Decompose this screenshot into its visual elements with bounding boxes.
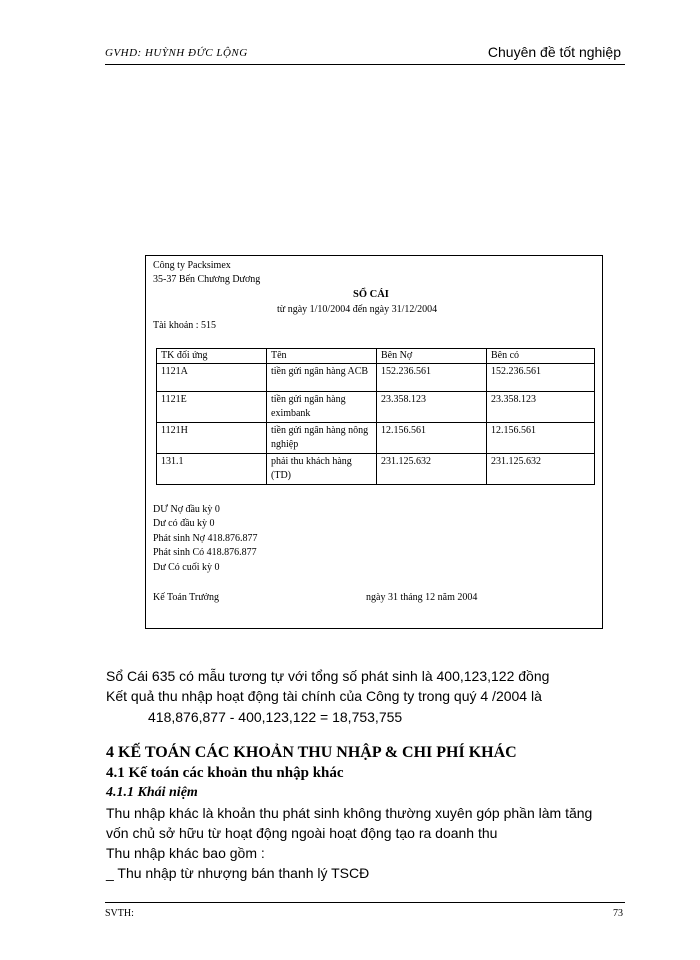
cell-credit: 152.236.561 xyxy=(487,364,595,392)
closing-credit-balance: Dư Có cuối kỳ 0 xyxy=(153,562,220,573)
company-address: 35-37 Bến Chương Dương xyxy=(153,274,261,285)
col-header-name: Tên xyxy=(267,349,377,364)
cell-debit: 152.236.561 xyxy=(377,364,487,392)
ledger-period: từ ngày 1/10/2004 đến ngày 31/12/2004 xyxy=(277,304,438,315)
company-name: Công ty Packsimex xyxy=(153,260,231,271)
body-text: Thu nhập khác bao gồm : xyxy=(106,845,265,861)
table-row xyxy=(157,454,595,485)
col-header-credit: Bên có xyxy=(487,349,595,364)
opening-debit-balance: DƯ Nợ đầu kỳ 0 xyxy=(153,504,220,515)
total-debit: Phát sinh Nợ 418.876.877 xyxy=(153,533,258,544)
account-number: Tài khoản : 515 xyxy=(153,320,217,331)
body-text: Kết quả thu nhập hoạt động tài chính của Công ty trong quý 4 /2004 là xyxy=(106,688,542,704)
cell-credit: 12.156.561 xyxy=(487,423,595,454)
subsection-heading: 4.1 Kế toán các khoản thu nhập khác xyxy=(106,765,344,781)
table-row xyxy=(157,364,595,392)
cell-account: 131.1 xyxy=(157,454,267,485)
page-header xyxy=(105,44,625,65)
opening-credit-balance: Dư có đầu kỳ 0 xyxy=(153,518,215,529)
total-credit: Phát sinh Có 418.876.877 xyxy=(153,547,257,558)
cell-name: tiền gửi ngân hàng nông nghiệp xyxy=(267,423,377,454)
body-text: Thu nhập khác là khoản thu phát sinh không thường xuyên góp phần làm tăng xyxy=(106,805,593,821)
section-heading: 4 KẾ TOÁN CÁC KHOẢN THU NHẬP & CHI PHÍ KHÁC xyxy=(106,744,517,761)
student-label: SVTH: xyxy=(105,908,134,919)
ledger-table xyxy=(156,348,595,485)
cell-name: phải thu khách hàng (TD) xyxy=(267,454,377,485)
col-header-account: TK đối ứng xyxy=(157,349,267,364)
cell-account: 1121A xyxy=(157,364,267,392)
cell-credit: 23.358.123 xyxy=(487,392,595,423)
col-header-debit: Bên Nợ xyxy=(377,349,487,364)
page-number: 73 xyxy=(613,908,623,919)
subsubsection-heading: 4.1.1 Khái niệm xyxy=(106,785,198,800)
ledger-date: ngày 31 tháng 12 năm 2004 xyxy=(366,592,478,603)
body-text: _ Thu nhập từ nhượng bán thanh lý TSCĐ xyxy=(106,865,370,881)
body-text: Sổ Cái 635 có mẫu tương tự với tổng số phát sinh là 400,123,122 đồng xyxy=(106,668,550,684)
cell-account: 1121H xyxy=(157,423,267,454)
page-footer xyxy=(105,902,625,919)
table-row xyxy=(157,423,595,454)
ledger-title: SỔ CÁI xyxy=(353,289,389,300)
body-text: vốn chủ sở hữu từ hoạt động ngoài hoạt động tạo ra doanh thu xyxy=(106,825,498,841)
table-row xyxy=(157,392,595,423)
cell-name: tiền gửi ngân hàng ACB xyxy=(267,364,377,392)
table-header-row xyxy=(157,349,595,364)
cell-credit: 231.125.632 xyxy=(487,454,595,485)
chief-accountant-label: Kế Toán Trưởng xyxy=(153,592,219,603)
ledger-box xyxy=(145,255,603,629)
calculation-line: 418,876,877 - 400,123,122 = 18,753,755 xyxy=(148,709,403,725)
thesis-title: Chuyên đề tốt nghiệp xyxy=(487,44,621,60)
instructor-label: GVHD: HUỲNH ĐỨC LỘNG xyxy=(105,47,248,59)
cell-debit: 23.358.123 xyxy=(377,392,487,423)
cell-name: tiền gửi ngân hàng eximbank xyxy=(267,392,377,423)
cell-debit: 12.156.561 xyxy=(377,423,487,454)
cell-debit: 231.125.632 xyxy=(377,454,487,485)
cell-account: 1121E xyxy=(157,392,267,423)
